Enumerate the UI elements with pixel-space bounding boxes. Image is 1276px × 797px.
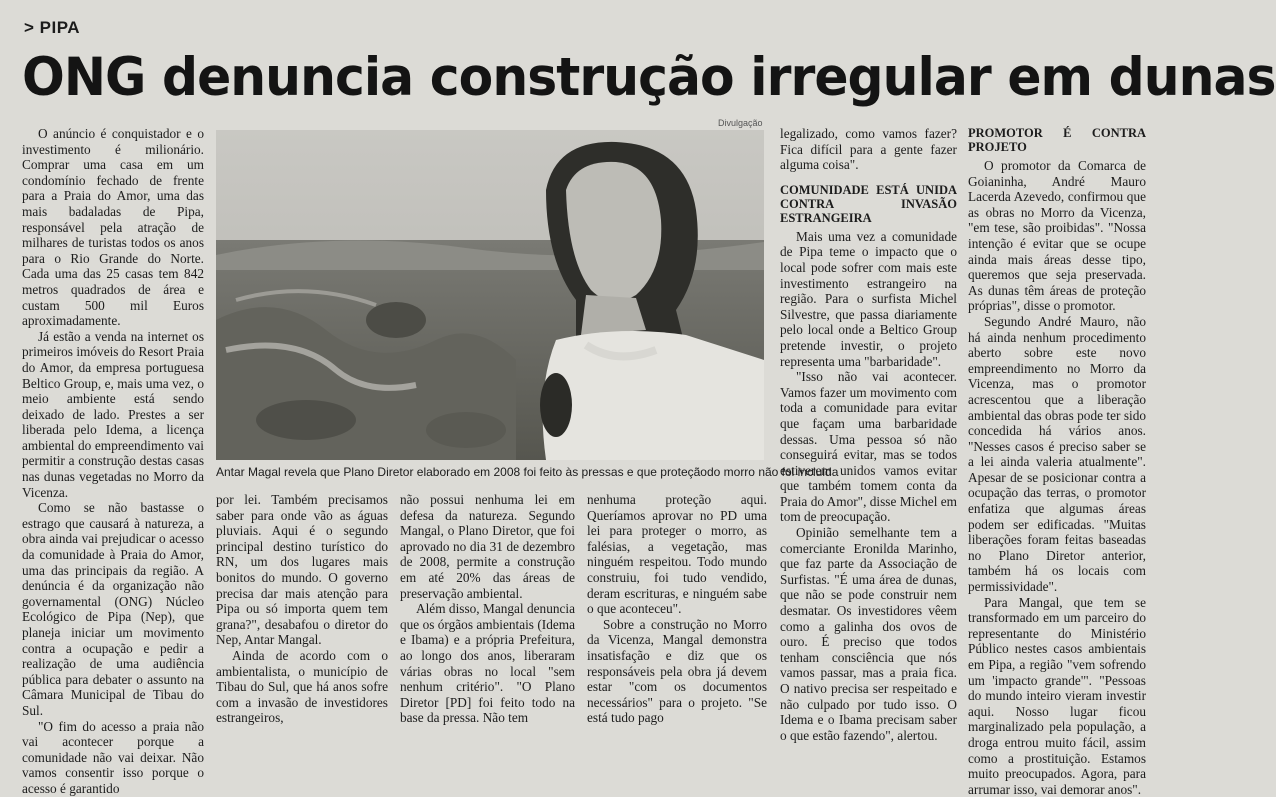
subheading: PROMOTOR É CONTRA PROJETO	[968, 126, 1146, 154]
article-column-1	[22, 126, 204, 796]
paragraph: O anúncio é conquistador e o investimento é milionário. Comprar uma casa em um condomínio fechado de frente para a Praia do Amor, uma das mais badaladas de Pipa, responsável pela atração de milhares de turistas todos os anos para o Rio Grande do Norte. Cada uma das 25 casas tem 842 metros quadrados de área e custam 500 mil Euros aproximadamente.	[22, 126, 204, 329]
article-column-5	[780, 126, 957, 743]
paragraph: Além disso, Mangal denuncia que os órgãos ambientais (Idema e Ibama) e a própria Prefeitura, ao longo dos anos, liberaram várias obras no local "sem nenhum critério". "O Plano Diretor [PD] foi feito todo na base da pressa. Não tem	[400, 601, 575, 726]
paragraph: não possui nenhuma lei em defesa da natureza. Segundo Mangal, o Plano Diretor, que foi aprovado no dia 31 de dezembro de 2008, permite a construção em até 20% das áreas de preservação ambiental.	[400, 492, 575, 601]
article-photo	[216, 130, 764, 460]
section-tag: > PIPA	[24, 18, 81, 37]
paragraph: Já estão a venda na internet os primeiros imóveis do Resort Praia do Amor, da empresa portuguesa Beltico Group, e, mais uma vez, o meio ambiente está sendo deixado de lado. Prestes a ser liberada pelo Idema, a licença ambiental do empreendimento vai permitir a construção destas casas nas dunas vegetadas no Morro da Vicenza.	[22, 328, 204, 500]
article-column-6	[968, 126, 1146, 797]
paragraph: Opinião semelhante tem a comerciante Eronilda Marinho, que faz parte da Associação de Surfistas. "É uma área de dunas, que não se pode construir nem desmatar. Os investidores vêem como a galinha dos ovos de ouro. É preciso que todos tenham consciência que nós vamos passar, mas a praia fica. O nativo precisa ser respeitado e não culpado por tudo isso. O Idema e o Ibama precisam saber o que estão fazendo", alertou.	[780, 525, 957, 743]
paragraph: Ainda de acordo com o ambientalista, o município de Tibau do Sul, que há anos sofre com a invasão de investidores estrangeiros,	[216, 647, 388, 726]
paragraph: nenhuma proteção aqui. Queríamos aprovar no PD uma lei para proteger o morro, as falésias, a vegetação, mas ninguém respeitou. Todo mundo construiu, foi tudo vendido, deram escrituras, e ninguém sabe o que aconteceu".	[587, 492, 767, 617]
paragraph: O promotor da Comarca de Goianinha, André Mauro Lacerda Azevedo, confirmou que as obras no Morro da Vicenza, "em tese, são proibidas". "Nossa intenção é evitar que se ocupe ainda mais áreas desse tipo, queremos que seja preservada. As dunas têm áreas de proteção próprias", disse o promotor.	[968, 158, 1146, 314]
paragraph: legalizado, como vamos fazer? Fica difícil para a gente fazer alguma coisa".	[780, 126, 957, 173]
headline: ONG denuncia construção irregular em dunas	[22, 47, 1276, 108]
paragraph: Sobre a construção no Morro da Vicenza, Mangal demonstra insatisfação e diz que os responsáveis pela obra já devem estar "com os documentos necessários" para o projeto. "Se está tudo pago	[587, 616, 767, 726]
paragraph: Para Mangal, que tem se transformado em um parceiro do representante do Ministério Público nestes casos ambientais em Pipa, a região "vem sofrendo um 'impacto grande'". "Pessoas do mundo inteiro vieram investir aqui. Nosso lugar ficou marginalizado pela população, a droga entrou muito fácil, assim como a prostituição. Estamos muito preocupados. Agora, para arrumar isso, vai demorar anos".	[968, 594, 1146, 797]
photo-portrait-dunes	[216, 130, 764, 460]
paragraph: Como se não bastasse o estrago que causará à natureza, a obra ainda vai prejudicar o acesso da comunidade à Praia do Amor, uma das principais da região. A denúncia é da organização não governamental (ONG) Núcleo Ecológico de Pipa (Nep), que planeja iniciar um movimento contra a ocupação e pedir a realização de uma audiência pública para debater o assunto na Câmara Municipal de Tibau do Sul.	[22, 500, 204, 718]
paragraph: Segundo André Mauro, não há ainda nenhum procedimento aberto sobre este novo empreendimento no Morro da Vicenza, mas o promotor acrescentou que a liberação ambiental das obras pode ter sido concedida há vários anos. "Nesses casos é preciso saber se a lei ainda valeria atualmente". Apesar de se posicionar contra a ocupação das terras, o promotor enfatiza que algumas áreas podem ser edificadas. "Muitas liberações foram feitas baseadas no Plano Diretor anterior, também há os locais com permissividade".	[968, 313, 1146, 595]
paragraph: por lei. Também precisamos saber para onde vão as águas pluviais. Aqui é o segundo principal destino turístico do RN, um dos lugares mais bonitos do mundo. O governo precisa dar mais atenção para Pipa ou só importa quem tem grana?", desabafou o diretor do Nep, Antar Mangal.	[216, 492, 388, 648]
paragraph: "O fim do acesso a praia não vai acontecer porque a comunidade não vai deixar. Não vamos consentir isso porque o acesso é garantido	[22, 718, 204, 796]
paragraph: "Isso não vai acontecer. Vamos fazer um movimento com toda a comunidade para evitar que façam uma barbaridade dessas. Uma pessoa só não conseguirá evitar, mas se todos estiverem unidos vamos evitar que também tomem conta da Praia do Amor", disse Michel em tom de preocupação.	[780, 369, 957, 525]
paragraph: Mais uma vez a comunidade de Pipa teme o impacto que o local pode sofrer com mais este investimento estrangeiro na região. Para o surfista Michel Silvestre, que passa diariamente pelo local onde a Beltico Group pretende investir, o projeto representa uma "barbaridade".	[780, 228, 957, 369]
article-column-3	[400, 492, 575, 726]
photo-credit: Divulgação	[718, 118, 763, 128]
article-column-2	[216, 492, 388, 726]
photo-caption: Antar Magal revela que Plano Diretor elaborado em 2008 foi feito às pressas e que proteçãodo morro não foi incluida	[216, 465, 839, 479]
article-column-4	[587, 492, 767, 726]
subheading: COMUNIDADE ESTÁ UNIDA CONTRA INVASÃO ESTRANGEIRA	[780, 182, 957, 225]
